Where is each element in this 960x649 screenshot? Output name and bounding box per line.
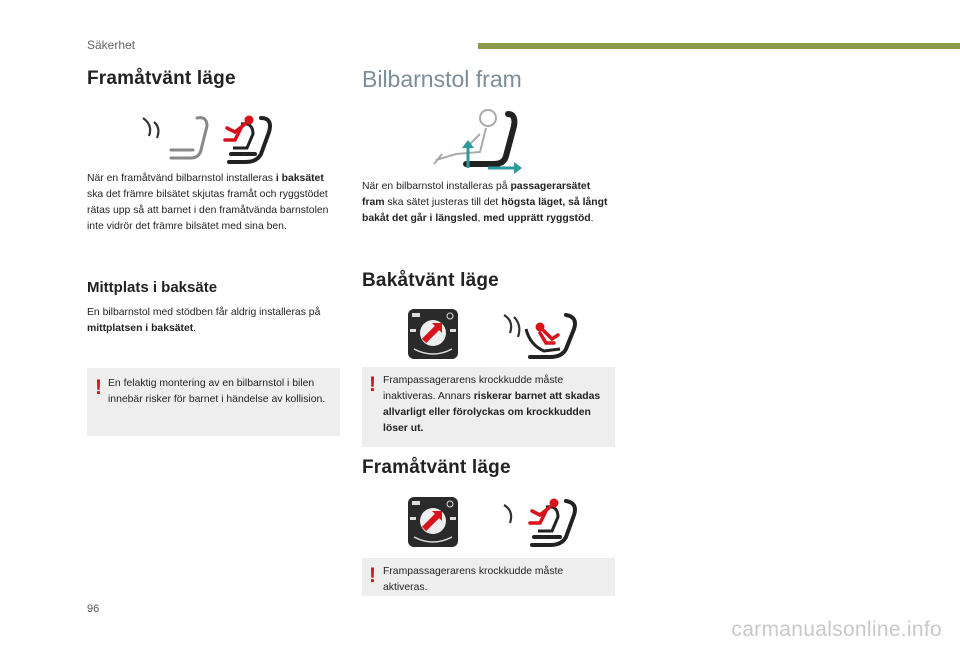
left-title: Framåtvänt läge [87,68,236,89]
right-title: Bilbarnstol fram [362,66,522,92]
left-warning-box [87,368,340,436]
seat-adjust-icon [428,104,528,176]
watermark: carmanualsonline.info [731,618,942,641]
right-paragraph-1: När en bilbarnstol installeras på passagerarsätet fram ska sätet justeras till det högsta läget, så långt bakåt det går i längsled, med upprätt ryggstöd. [362,181,608,224]
forward-facing-title: Framåtvänt läge [362,457,511,478]
left-paragraph-2: En bilbarnstol med stödben får aldrig installeras på mittplatsen i baksätet. [87,307,321,334]
rear-facing-title: Bakåtvänt läge [362,270,499,291]
front-warning-box [362,558,615,596]
warning-icon: ! [369,564,376,587]
left-warning-text: En felaktig montering av en bilbarnstol i bilen innebär risker för barnet i händelse av kollision. [108,378,326,405]
warning-icon: ! [369,373,376,396]
warning-icon: ! [95,376,102,399]
rear-facing-seat-icon [500,309,580,361]
section-label: Säkerhet [87,38,136,52]
rear-warning-box [362,367,615,447]
seat-with-child-icon [137,110,277,168]
left-paragraph-1: När en framåtvänd bilbarnstol installeras i baksätet ska det främre bilsätet skjutas framåt och ryggstödet rätas upp så att barnet i den framåtvända barnstolen inte vidrör det främre bilsätet med sina ben. [87,173,329,232]
left-subtitle: Mittplats i baksäte [87,279,218,296]
forward-facing-seat-icon [500,495,580,549]
front-warning-text: Frampassagerarens krockkudde måste aktiveras. [383,566,564,593]
page-number: 96 [87,603,100,615]
airbag-switch-icon [408,497,458,547]
airbag-switch-icon [408,309,458,359]
header-accent-bar [478,43,960,49]
rear-warning-text: Frampassagerarens krockkudde måste inaktiveras. Annars riskerar barnet att skadas allvarligt eller förolyckas om krockkudden löser ut. [383,375,601,434]
